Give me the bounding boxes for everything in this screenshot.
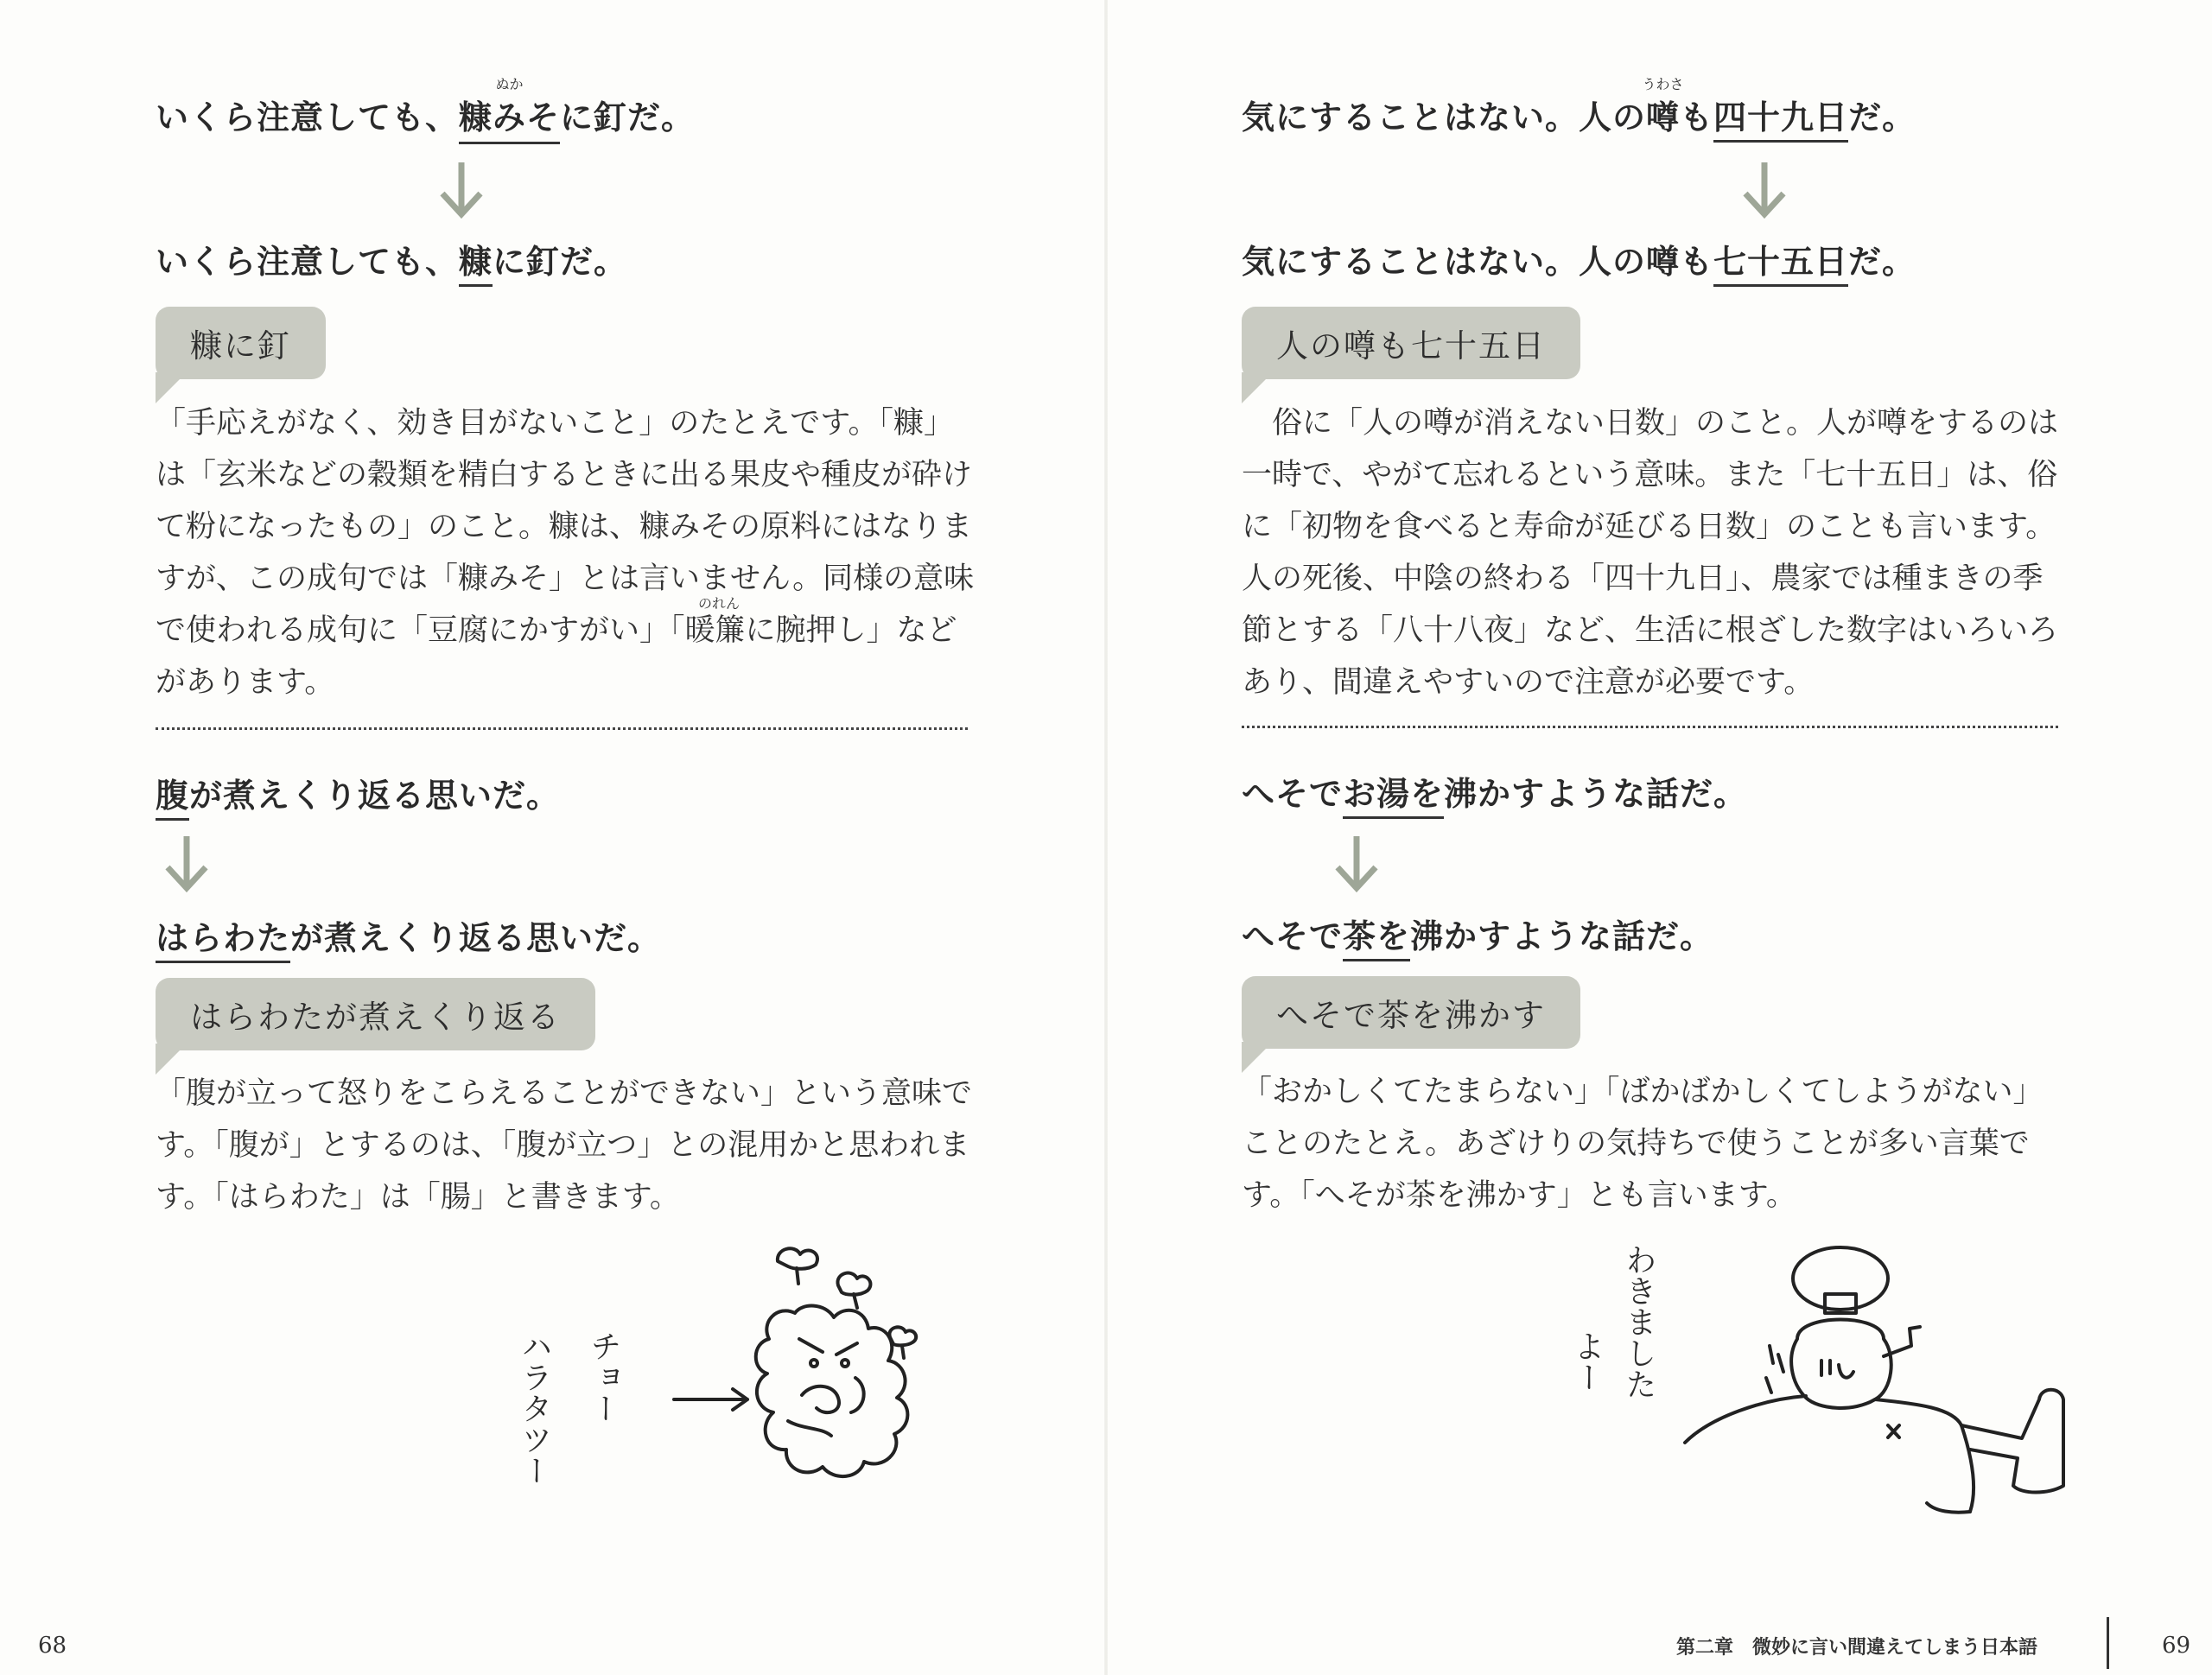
wrong-term: 四十九日 [1713, 98, 1848, 143]
text-line: 「腹が立って怒りをこらえることができない」という意味で [156, 1076, 973, 1111]
explanation-2 [156, 1068, 972, 1223]
kettle-belly-icon [1676, 1227, 2160, 1529]
down-arrow-icon [1740, 161, 1789, 221]
wrong-term: お湯を [1343, 775, 1444, 819]
phrase-prefix: 気にすることはない。人の [1242, 98, 1647, 136]
idiom-tag [156, 307, 326, 379]
idiom-tag-label: はらわたが煮えくり返る [190, 999, 561, 1036]
wrong-term-text: 糠みそ [459, 98, 561, 136]
phrase-prefix: 気にすることはない。人の噂も [1242, 243, 1714, 281]
handwritten-text: チョー [586, 1330, 621, 1424]
correct-phrase-1 [1242, 235, 1916, 282]
text-line: 人の死後、中陰の終わる「四十九日」、農家では種まきの季 [1242, 562, 2044, 596]
phrase-suffix: に釘だ。 [560, 98, 696, 136]
down-arrow-icon [1332, 834, 1381, 895]
phrase-prefix: いくら注意しても、 [156, 243, 460, 281]
phrase-suffix: が煮えくり返る思いだ。 [189, 777, 561, 815]
wrong-phrase-2 [156, 769, 560, 816]
text-line: で使われる成句に「豆腐にかすがい」「暖簾に腕押し」など [156, 613, 957, 648]
phrase-suffix: だ。 [1848, 243, 1916, 281]
correct-phrase-2 [1242, 910, 1713, 957]
text-line: 「手応えがなく、効き目がないこと」のたとえです。「糠」 [156, 406, 955, 441]
correct-term: 糠 [459, 243, 493, 287]
phrase-mid: も [1680, 98, 1714, 136]
text-line: す。「へそが茶を沸かす」とも言います。 [1242, 1178, 1796, 1213]
angry-intestine-icon [631, 1244, 994, 1503]
phrase-suffix: だ。 [1848, 98, 1916, 136]
wrong-term [459, 76, 561, 144]
ruby-annotation: ぬか [495, 76, 524, 92]
text-line: 俗に「人の噂が消えない日数」のこと。人が噂をするのは [1242, 406, 2059, 441]
text-line: は「玄米などの穀類を精白するときに出る果皮や種皮が砕け [156, 458, 973, 492]
text-line: 「おかしくてたまらない」「ばかばかしくてしようがない」 [1242, 1075, 2044, 1109]
wrong-phrase-2 [1242, 767, 1747, 815]
idiom-tag [156, 978, 595, 1050]
section-divider [1242, 726, 2058, 728]
correct-term: 七十五日 [1713, 243, 1848, 287]
ruby-annotation: うわさ [1642, 76, 1684, 92]
illustration-kettle [1569, 1227, 2160, 1538]
idiom-tag-label: 糠に釘 [190, 327, 291, 365]
wrong-phrase-1 [156, 76, 696, 144]
section-divider [156, 727, 968, 730]
handwritten-text: わきました [1621, 1244, 1656, 1399]
right-page [1106, 0, 2212, 1675]
running-head: 第二章 微妙に言い間違えてしまう日本語 [1676, 1637, 2038, 1659]
idiom-tag [1242, 976, 1580, 1049]
text-line: て粉になったもの」のこと。糠は、糠みその原料にはなりま [156, 510, 973, 544]
phrase-suffix: 沸かすような話だ。 [1444, 775, 1748, 813]
down-arrow-icon [437, 161, 486, 221]
text-line: 節とする「八十八夜」など、生活に根ざした数字はいろいろ [1242, 613, 2059, 648]
text-line: に「初物を食べると寿命が延びる日数」のことも言います。 [1242, 510, 2056, 544]
wrong-phrase-1 [1242, 76, 1916, 138]
running-head-rule [2107, 1617, 2109, 1669]
page-number: 69 [2162, 1633, 2191, 1659]
idiom-tag-label: へそで茶を沸かす [1276, 997, 1546, 1034]
phrase-prefix: いくら注意しても、 [156, 98, 460, 136]
text-line: すが、この成句では「糠みそ」とは言いません。同様の意味 [156, 562, 975, 596]
phrase-suffix: が煮えくり返る思いだ。 [290, 919, 662, 957]
text-line: 一時で、やがて忘れるという意味。また「七十五日」は、俗 [1242, 458, 2058, 492]
handwritten-text: よー [1569, 1330, 1605, 1393]
text-line: あり、間違えやすいので注意が必要です。 [1242, 665, 1815, 700]
correct-term: はらわた [156, 919, 290, 963]
correct-phrase-1 [156, 235, 627, 282]
phrase-prefix: へそで [1242, 917, 1344, 955]
down-arrow-icon [162, 834, 211, 895]
wrong-term: 腹 [156, 777, 189, 821]
explanation-2 [1242, 1066, 2044, 1221]
ruby-base [1642, 76, 1684, 138]
correct-term: 茶を [1343, 917, 1410, 961]
correct-phrase-2 [156, 911, 661, 959]
ruby-base-text: 噂 [1646, 98, 1681, 136]
text-line: す。「腹が」とするのは、「腹が立つ」との混用かと思われま [156, 1128, 970, 1163]
idiom-tag [1242, 307, 1580, 379]
text-line: す。「はらわた」は「腸」と書きます。 [156, 1180, 680, 1215]
handwritten-text: ハラタツー [517, 1330, 552, 1486]
illustration-angry [518, 1244, 1002, 1555]
explanation-1 [1242, 397, 2058, 708]
page-number: 68 [38, 1633, 67, 1659]
idiom-tag-label: 人の噂も七十五日 [1276, 327, 1546, 365]
ruby-annotation: のれん [698, 595, 741, 612]
phrase-prefix: へそで [1242, 775, 1344, 813]
text-line: ことのたとえ。あざけりの気持ちで使うことが多い言葉で [1242, 1126, 2030, 1161]
phrase-suffix: に釘だ。 [493, 243, 628, 281]
phrase-suffix: 沸かすような話だ。 [1410, 917, 1714, 955]
explanation-1 [156, 397, 974, 708]
text-line: があります。 [156, 665, 335, 700]
